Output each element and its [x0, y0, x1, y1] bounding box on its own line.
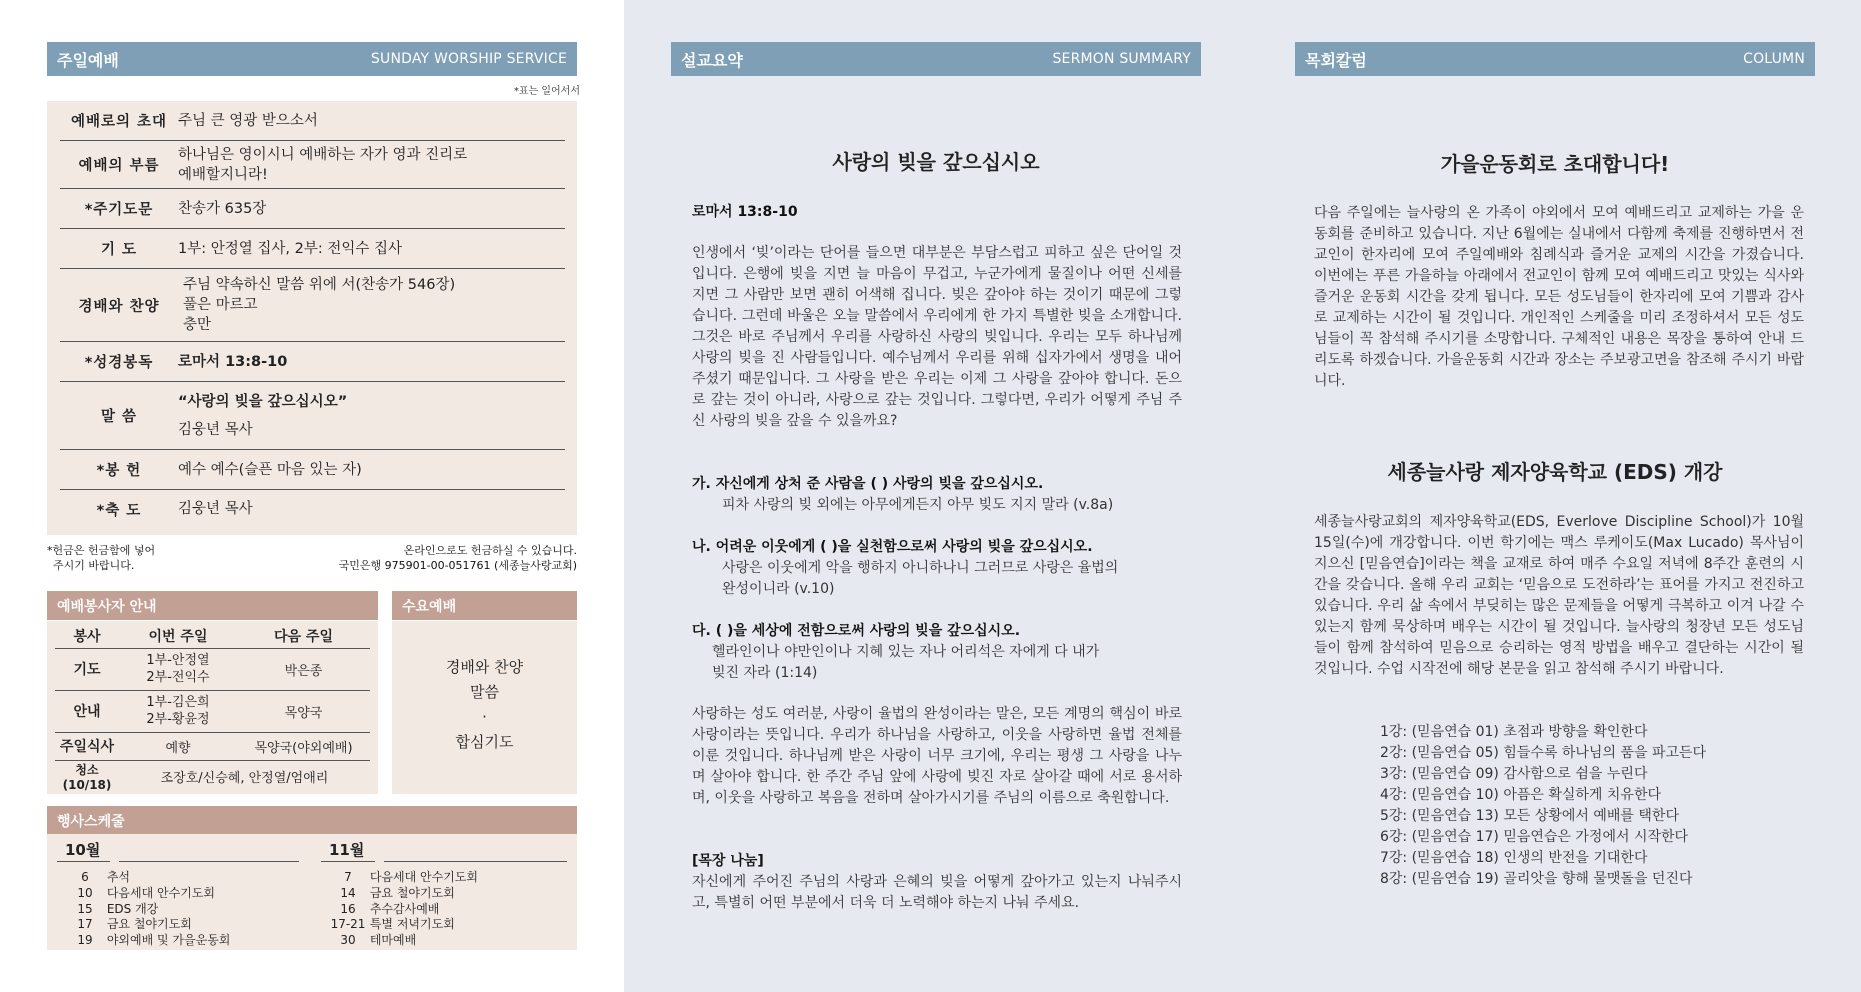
divider: [384, 861, 567, 862]
order-label: 기 도: [100, 242, 138, 258]
column-body-2: 세종늘사랑교회의 제자양육학교(EDS, Everlove Discipline School)가 10월 15일(수)에 개강합니다. 이번 학기에는 맥스 루케이도(Max Lucado) 목사님이 지으신 [믿음연습]이라는 책을 교재로 하여 매주 수요일 저녁에 8주간 훈련의 시간을 갖습니다. 올해 우리 교회는 ‘믿음으로 도전하라’는 표어를 가지고 전진하고 있습니다. 우리 삶 속에서 부딪히는 많은 문제들을 어떻게 극복하고 이겨 나갈 수 있는지 함께 묵상하며 배우는 시간이 될 것입니다. 늘사랑의 청장년 모든 성도님들이 함께 참석하여 믿음으로 승리하는 영적 방법을 배우고 결단하는 시간이 될 것입니다. 수업 시작전에 해당 본문을 읽고 참석해 주시기 바랍니다.: [1314, 514, 1804, 677]
divider: [57, 861, 110, 862]
event-date: 17-21: [330, 917, 366, 932]
event-name: 다음세대 안수기도회: [369, 870, 478, 884]
this-week-cell: 예향: [119, 732, 237, 760]
order-value-line: 풀은 마르고: [183, 297, 258, 313]
order-label: 말 씀: [100, 409, 138, 425]
order-value: [178, 145, 565, 185]
october-events: [67, 870, 230, 949]
order-row: [60, 450, 565, 490]
worship-header: [47, 42, 577, 76]
event-name: 금요 철야기도회: [369, 885, 455, 900]
cell-line: 2부-황윤정: [146, 712, 210, 727]
point-heading: 가. 자신에게 상처 준 사람을 ( ) 사랑의 빚을 갚으십시오.: [692, 476, 1044, 492]
cell-line: 2부-전익수: [146, 670, 210, 685]
column-body-1: 다음 주일에는 늘사랑의 온 가족이 야외에서 모여 예배드리고 교제하는 가을 운동회를 준비하고 있습니다. 지난 6월에는 실내에서 다함께 축제를 진행하면서 전교인이 한자리에 모여 주일예배와 침례식과 즐거운 교제의 시간을 가졌습니다. 이번에는 푸른 가을하늘 아래에서 전교인이 함께 모여 예배드리고 맛있는 식사와 즐거운 운동회 시간을 갖게 됩니다. 모든 성도님들이 한자리에 모여 기쁨과 감사로 교제하는 시간이 될 것입니다. 개인적인 스케줄을 미리 조정하셔서 모든 성도님들이 꼭 참석해 주시기를 소망합니다. 구체적인 내용은 목장을 통하여 안내 드리도록 하겠습니다. 가을운동회 시간과 장소는 주보광고면을 참조해 주시기 바랍니다.: [1314, 205, 1804, 389]
order-value-line: 충만: [183, 317, 212, 333]
event-item: [330, 917, 478, 933]
lecture-item: 7강: (믿음연습 18) 인생의 반전을 기대한다: [1380, 850, 1648, 866]
order-value-line: 하나님은 영이시니 예배하는 자가 영과 진리로: [178, 146, 468, 163]
wednesday-panel: [392, 621, 577, 794]
sermon-point-1: [692, 474, 1192, 516]
wednesday-list: [392, 655, 577, 755]
order-of-worship: [47, 101, 577, 535]
order-row: [60, 382, 565, 450]
event-date: 15: [77, 901, 93, 916]
event-date: 30: [340, 933, 356, 948]
clean-value: 조장호/신승혜, 안정열/엄애리: [160, 770, 329, 786]
schedule-header: 행사스케줄: [47, 806, 577, 835]
order-row: [60, 189, 565, 229]
online-offering: [300, 543, 577, 573]
order-value: 찬송가 635장: [178, 200, 267, 217]
event-item: [67, 902, 230, 918]
column-heading-2: 세종늘사랑 제자양육학교 (EDS) 개강: [1387, 460, 1723, 484]
next-week-cell: 목양국: [237, 690, 370, 732]
order-row: [60, 101, 565, 141]
event-date: 7: [344, 870, 352, 884]
order-value: 주님 큰 영광 받으소서: [178, 112, 318, 129]
sermon-heading: 사랑의 빚을 갚으십시오: [832, 150, 1040, 174]
sharing-body: 자신에게 주어진 주님의 사랑과 은혜의 빚을 어떻게 갚아가고 있는지 나눠주시고, 특별히 어떤 부분에서 더욱 더 노력해야 하는지 나눠 주세요.: [692, 874, 1182, 911]
wednesday-item: 합심기도: [455, 733, 514, 751]
november-label: 11월: [329, 841, 365, 859]
event-name: 추석: [106, 870, 131, 884]
event-date: 14: [340, 885, 356, 900]
cell-line: 1부-안정열: [146, 653, 210, 668]
scripture-ref: 로마서 13:8-10: [692, 204, 798, 220]
order-value: [178, 275, 565, 335]
order-value: 1부: 안정열 집사, 2부: 전익수 집사: [178, 240, 402, 257]
next-week-cell: 목양국(야외예배): [237, 732, 370, 760]
column-section-title: 목회칼럼: [1305, 50, 1367, 70]
event-name: 특별 저녁기도회: [369, 917, 455, 932]
sermon-intro: 인생에서 ‘빚’이라는 단어를 들으면 대부분은 부담스럽고 피하고 싶은 단어일 것입니다. 은행에 빚을 지면 늘 마음이 무겁고, 누군가에게 물질이나 어떤 신세를 지면 그 사람만 보면 괜히 어색해 집니다. 빚은 갚아야 하는 것이기 때문에 그렇습니다. 그런데 바울은 오늘 말씀에서 우리에게 한 가지 특별한 빚을 소개합니다. 그것은 바로 주님께서 우리를 사랑하신 사랑의 빚입니다. 우리는 모두 하나님께 사랑의 빚을 진 사람들입니다. 예수님께서 우리를 위해 십자가에서 생명을 내어 주셨기 때문입니다. 그 사랑을 받은 우리는 이제 그 사랑을 갚아야 합니다. 돈으로 갚는 것이 아니라, 사랑으로 갚는 것입니다. 그렇다면, 우리가 어떻게 주님 주신 사랑의 빚을 갚을 수 있을까요?: [692, 245, 1182, 429]
event-item: [330, 933, 478, 949]
november-events: [330, 870, 478, 949]
point-heading: 다. ( )을 세상에 전함으로써 사랑의 빚을 갚으십시오.: [692, 623, 1021, 639]
worship-title-en: SUNDAY WORSHIP SERVICE: [370, 51, 567, 67]
role-cell: 주일식사: [55, 732, 119, 760]
sermon-point-2: [692, 537, 1192, 600]
lecture-item: 6강: (믿음연습 17) 믿음연습은 가정에서 시작한다: [1380, 829, 1689, 845]
sermon-header: [671, 42, 1201, 76]
lecture-item: 3강: (믿음연습 09) 감사함으로 쉼을 누린다: [1380, 766, 1648, 782]
order-row: [60, 141, 565, 189]
event-name: 테마예배: [369, 933, 417, 948]
column-header: 다음 주일: [237, 624, 370, 648]
event-item: [330, 902, 478, 918]
order-value: [178, 392, 565, 440]
lecture-list: [1380, 722, 1706, 890]
sermon-outro: 사랑하는 성도 여러분, 사랑이 율법의 완성이라는 말은, 모든 계명의 핵심이 바로 사랑이라는 뜻입니다. 우리가 하나님을 사랑하고, 이웃을 사랑하면 율법 전체를 이룬 것입니다. 하나님께 받은 사랑이 너무 크기에, 우리는 평생 그 사랑을 나누며 살아야 합니다. 한 주간 주님 앞에 사랑에 빚진 자로 살아갈 때에 서로 용서하며, 이웃을 사랑하고 복음을 전하며 살아가시기를 주님의 이름으로 축원합니다.: [692, 706, 1182, 806]
order-label: *주기도문: [84, 202, 154, 218]
event-item: [330, 886, 478, 902]
offering-note-line: *헌금은 헌금함에 넣어: [47, 544, 156, 557]
cell-line: 1부-김은희: [146, 695, 210, 710]
point-verse: 빚진 자라 (1:14): [712, 665, 818, 681]
role-cell: 기도: [55, 648, 119, 690]
offering-note-line: 주시기 바랍니다.: [53, 559, 135, 572]
divider: [321, 861, 375, 862]
role-cell: 안내: [55, 690, 119, 732]
this-week-cell: [119, 648, 237, 690]
event-name: 금요 철야기도회: [106, 917, 192, 932]
order-label: 예배로의 초대: [70, 114, 168, 130]
standing-note: *표는 일어서서: [513, 86, 580, 97]
column-header-bar: [1295, 42, 1815, 76]
order-row: [60, 269, 565, 342]
this-week-cell: [119, 690, 237, 732]
lecture-item: 5강: (믿음연습 13) 모든 상황에서 예배를 택한다: [1380, 808, 1679, 824]
event-date: 17: [77, 917, 93, 932]
point-verse: 완성이니라 (v.10): [722, 581, 835, 597]
table-header-row: [55, 624, 370, 648]
sermon-point-3: [692, 621, 1192, 684]
order-row: [60, 490, 565, 528]
event-name: 추수감사예배: [369, 901, 440, 916]
sharing-heading: [목장 나눔]: [692, 853, 764, 869]
order-label: *봉 헌: [96, 463, 142, 479]
order-value: 로마서 13:8-10: [178, 353, 288, 370]
lecture-item: 4강: (믿음연습 10) 아픔은 확실하게 치유한다: [1380, 787, 1661, 803]
wednesday-header: 수요예배: [392, 591, 577, 620]
worship-title: 주일예배: [57, 50, 119, 70]
order-row: [60, 342, 565, 382]
left-panel: [0, 0, 624, 992]
order-value-line: 예배할지니라!: [178, 166, 268, 183]
wednesday-item: ·: [482, 708, 487, 726]
october-label: 10월: [65, 841, 101, 859]
event-name: 야외예배 및 가을운동회: [106, 933, 231, 948]
event-item: [330, 870, 478, 886]
table-row: [55, 648, 370, 690]
offering-note: [47, 543, 155, 573]
column-header: 이번 주일: [119, 624, 237, 648]
online-offering-line: 온라인으로도 헌금하실 수 있습니다.: [403, 544, 577, 557]
schedule-panel: [47, 834, 577, 950]
event-name: EDS 개강: [106, 901, 159, 916]
preacher-value: 김웅년 목사: [178, 421, 253, 438]
servers-table-panel: [47, 621, 378, 794]
point-verse: 헬라인이나 야만인이나 지혜 있는 자나 어리석은 자에게 다 내가: [712, 644, 1100, 660]
lecture-item: 8강: (믿음연습 19) 골리앗을 향해 물맷돌을 던진다: [1380, 871, 1693, 887]
servers-table: [55, 624, 370, 792]
order-value: 김웅년 목사: [178, 501, 253, 517]
order-value: 예수 예수(슬픈 마음 있는 자): [178, 461, 362, 478]
event-date: 16: [340, 901, 356, 916]
event-item: [67, 917, 230, 933]
order-value-line: 주님 약속하신 말씀 위에 서(찬송가 546장): [183, 277, 456, 293]
order-label: 경배와 찬양: [78, 298, 160, 315]
event-item: [67, 886, 230, 902]
sermon-section-title-en: SERMON SUMMARY: [1052, 51, 1191, 67]
bank-account: 국민은행 975901-00-051761 (세종늘사랑교회): [338, 559, 577, 572]
column-heading-1: 가을운동회로 초대합니다!: [1440, 152, 1670, 176]
sermon-section-title: 설교요약: [681, 50, 743, 70]
event-date: 19: [77, 933, 93, 948]
sermon-title-value: “사랑의 빚을 갚으십시오”: [178, 393, 348, 410]
column-section-title-en: COLUMN: [1743, 51, 1805, 67]
divider: [119, 861, 299, 862]
point-heading: 나. 어려운 이웃에게 ( )을 실천함으로써 사랑의 빚을 갚으십시오.: [692, 539, 1093, 555]
table-row: [55, 732, 370, 760]
order-label: *축 도: [96, 502, 142, 519]
order-label: *성경봉독: [84, 355, 154, 371]
next-week-cell: 박은종: [237, 648, 370, 690]
point-verse: 피차 사랑의 빚 외에는 아무에게든지 아무 빚도 지지 말라 (v.8a): [722, 497, 1114, 513]
table-row: [55, 760, 370, 792]
lecture-item: 1강: (믿음연습 01) 초점과 방향을 확인한다: [1380, 724, 1648, 740]
point-verse: 사랑은 이웃에게 악을 행하지 아니하나니 그러므로 사랑은 율법의: [722, 560, 1119, 576]
event-item: [67, 933, 230, 949]
event-name: 다음세대 안수기도회: [106, 885, 215, 900]
lecture-item: 2강: (믿음연습 05) 힘들수록 하나님의 품을 파고든다: [1380, 745, 1707, 761]
event-item: [67, 870, 230, 886]
column-header: 봉사: [55, 624, 119, 648]
order-label: 예배의 부름: [78, 158, 160, 174]
clean-label: 청소(10/18): [62, 762, 112, 792]
event-date: 10: [77, 885, 93, 900]
servers-header: 예배봉사자 안내: [47, 591, 378, 620]
table-row: [55, 690, 370, 732]
event-date: 6: [81, 870, 89, 884]
wednesday-item: 경배와 찬양: [445, 658, 524, 676]
order-row: [60, 229, 565, 269]
wednesday-item: 말씀: [470, 683, 499, 701]
